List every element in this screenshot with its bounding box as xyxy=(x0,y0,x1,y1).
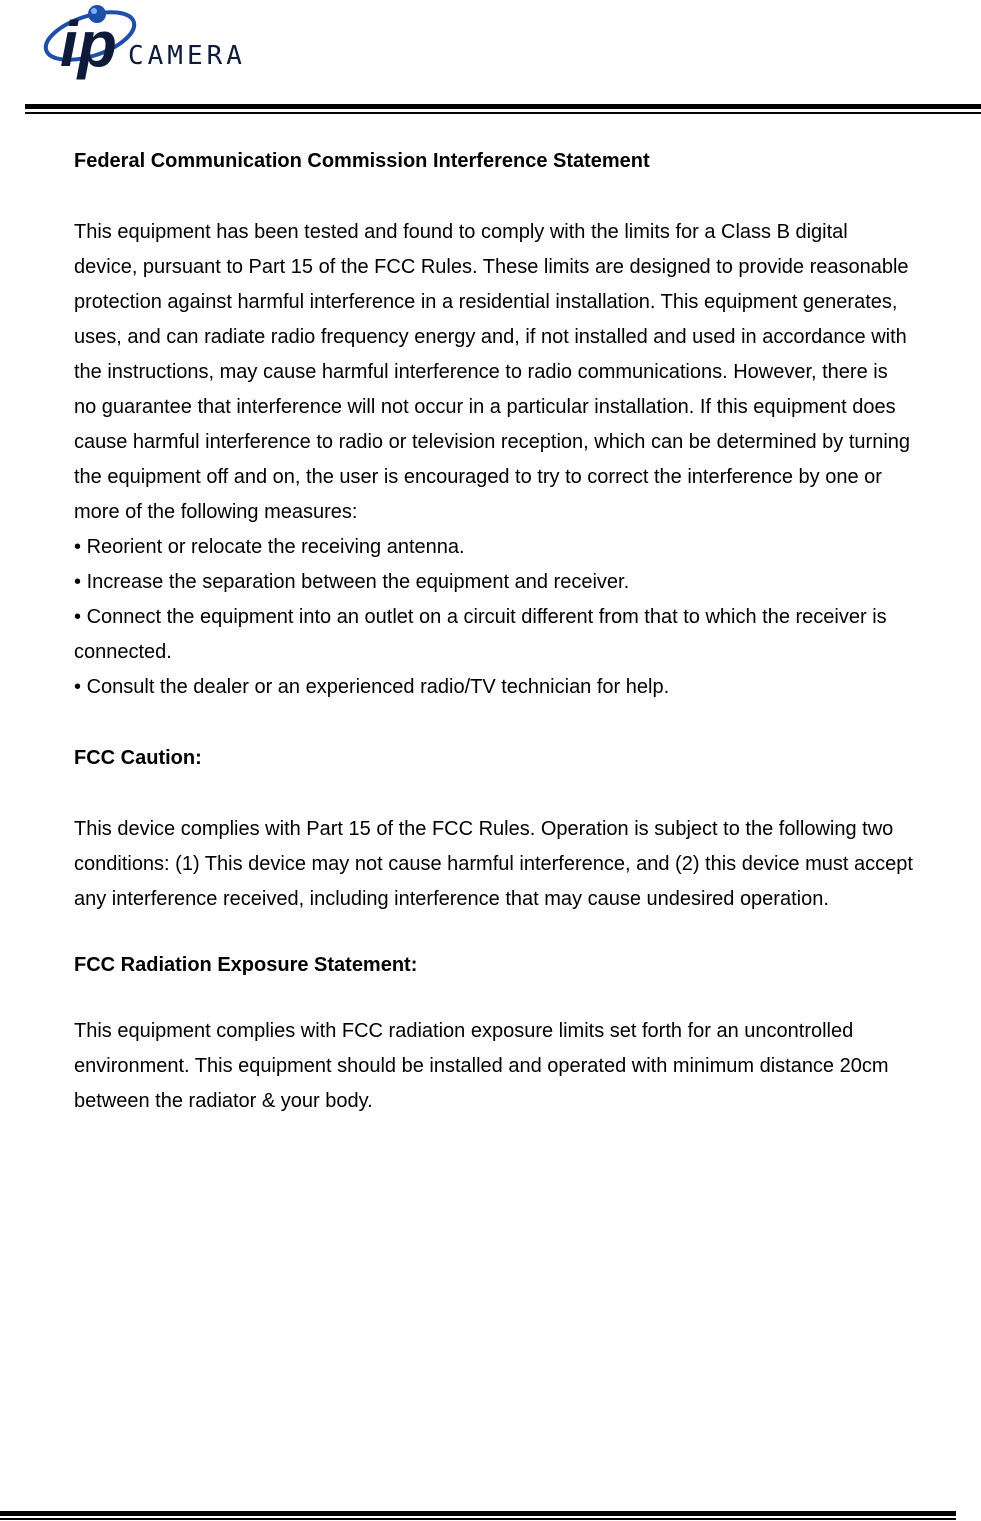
ip-camera-logo xyxy=(40,0,310,92)
logo-ip-text: ip xyxy=(60,8,117,80)
fcc-radiation-heading: FCC Radiation Exposure Statement: xyxy=(74,954,418,976)
logo-camera-text: CAMERA xyxy=(128,41,246,71)
measure-item: • Reorient or relocate the receiving antenna. xyxy=(74,530,914,565)
fcc-interference-heading: Federal Communication Commission Interference Statement xyxy=(74,150,650,172)
fcc-caution-paragraph: This device complies with Part 15 of the FCC Rules. Operation is subject to the following two conditions: (1) This device may not cause harmful interference, and (2) this device must accept any interference received, including interference that may cause undesired operation. xyxy=(74,818,913,910)
fcc-measures-list xyxy=(74,530,914,705)
measure-item: • Consult the dealer or an experienced radio/TV technician for help. xyxy=(74,670,914,705)
fcc-interference-paragraph: This equipment has been tested and found to comply with the limits for a Class B digital device, pursuant to Part 15 of the FCC Rules. These limits are designed to provide reasonable protection against harmful interference in a residential installation. This equipment generates, uses, and can radiate radio frequency energy and, if not installed and used in accordance with the instructions, may cause harmful interference to radio communications. However, there is no guarantee that interference will not occur in a particular installation. If this equipment does cause harmful interference to radio or television reception, which can be determined by turning the equipment off and on, the user is encouraged to try to correct the interference by one or more of the following measures: xyxy=(74,221,911,523)
measure-item: • Increase the separation between the equipment and receiver. xyxy=(74,565,914,600)
fcc-caution-heading: FCC Caution: xyxy=(74,747,202,769)
fcc-radiation-paragraph: This equipment complies with FCC radiation exposure limits set forth for an uncontrolled environment. This equipment should be installed and operated with minimum distance 20cm between the radiator & your body. xyxy=(74,1020,889,1112)
footer-rule-thin xyxy=(0,1518,956,1520)
measure-item: • Connect the equipment into an outlet on a circuit different from that to which the receiver is connected. xyxy=(74,600,914,670)
header-rule-thin xyxy=(25,112,981,114)
footer-rule-thick xyxy=(0,1511,956,1516)
document-body xyxy=(74,144,914,1119)
header-rule-thick xyxy=(25,104,981,109)
